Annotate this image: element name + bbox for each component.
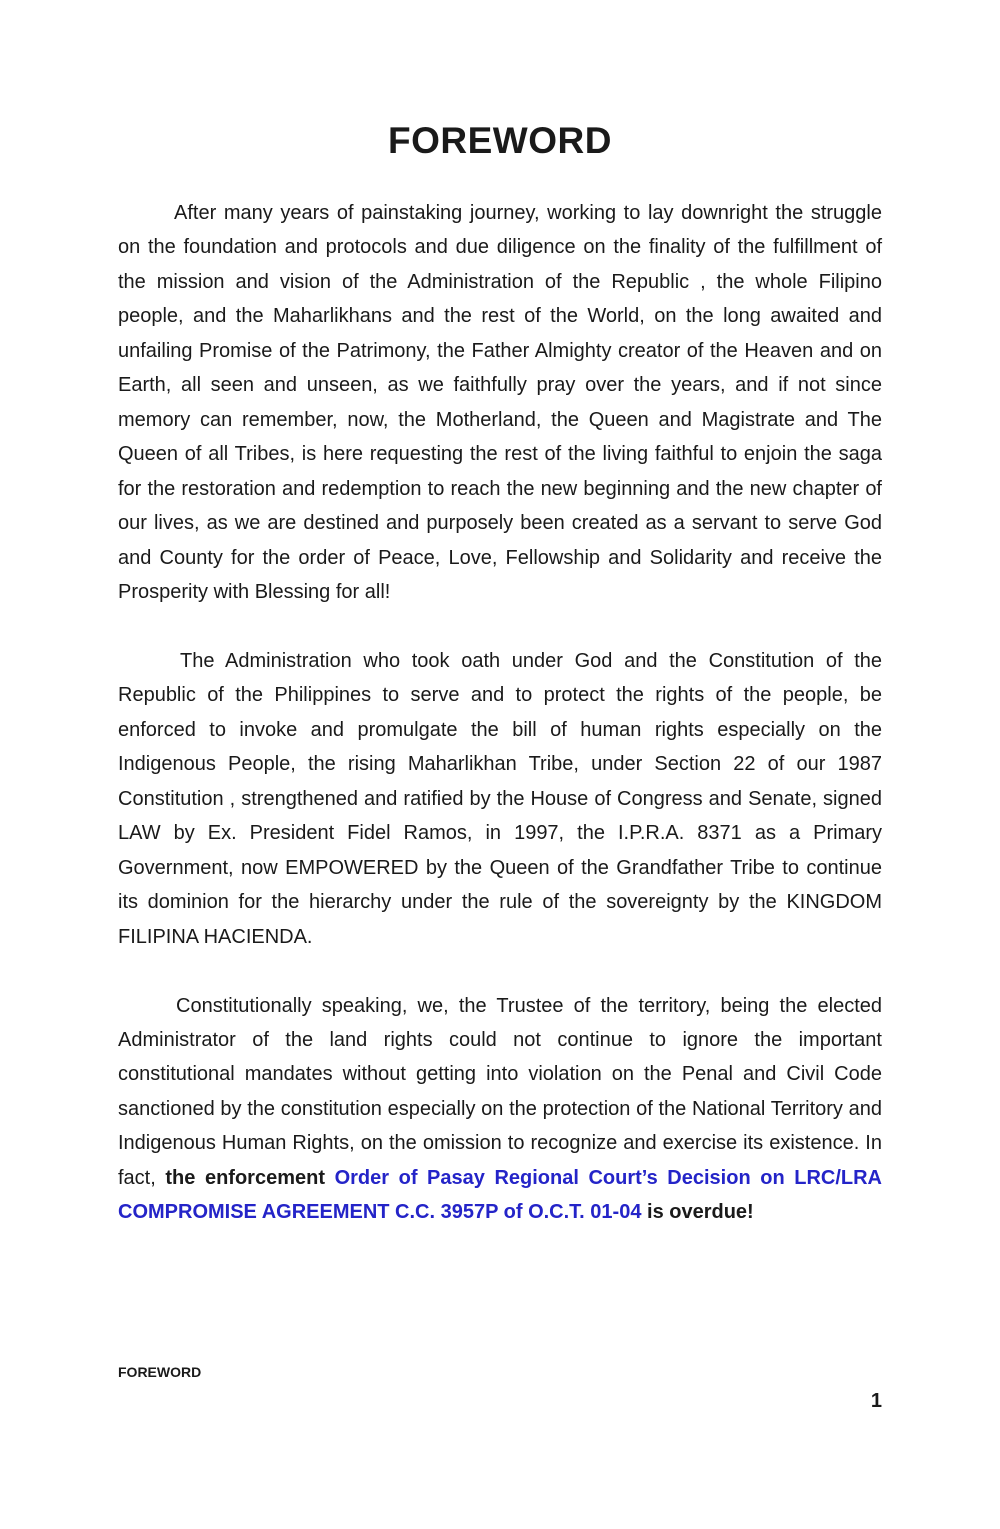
foreword-paragraph-2: The Administration who took oath under God and the Constitution of the Republic of the Philippines to serve and to protect the rights of the people, be enforced to invoke and promulgate the bill of human rights especially on the Indigenous People, the rising Maharlikhan Tribe, under Section 22 of our 1987 Constitution , strengthened and ratified by the House of Congress and Senate, signed LAW by Ex. President Fidel Ramos, in 1997, the I.P.R.A. 8371 as a Primary Government, now EMPOWERED by the Queen of the Grandfather Tribe to continue its dominion for the hierarchy under the rule of the sovereignty by the KINGDOM FILIPINA HACIENDA.: [118, 649, 882, 948]
paragraph-3-bold-text: the enforcement: [165, 1166, 325, 1189]
page-number: 1: [870, 1390, 882, 1412]
court-decision-reference: Order of Pasay Regional Court’s Decision on LRC/LRA COMPROMISE AGREEMENT C.C. 3957P of O.C.T. 01-04: [118, 1166, 882, 1224]
page-title: FOREWORD: [388, 120, 612, 161]
footer-section-label: FOREWORD: [118, 1364, 202, 1380]
foreword-paragraph-1: After many years of painstaking journey, working to lay downright the struggle on the foundation and protocols and due diligence on the finality of the fulfillment of the mission and vision of the Administration of the Republic , the whole Filipino people, and the Maharlikhans and the rest of the World, on the long awaited and unfailing Promise of the Patrimony, the Father Almighty creator of the Heaven and on Earth, all seen and unseen, as we faithfully pray over the years, and if not since memory can remember, now, the Motherland, the Queen and Magistrate and The Queen of all Tribes, is here requesting the rest of the living faithful to enjoin the saga for the restoration and redemption to reach the new beginning and the new chapter of our lives, as we are destined and purposely been created as a servant to serve God and County for the order of Peace, Love, Fellowship and Solidarity and receive the Prosperity with Blessing for all!: [118, 202, 882, 603]
paragraph-3-text: Constitutionally speaking, we, the Trustee of the territory, being the elected Administrator of the land rights could not continue to ignore the important constitutional mandates without getting into violation on the Penal and Civil Code sanctioned by the constitution especially on the protection of the National Territory and Indigenous Human Rights, on the omission to recognize and exercise its existence. In fact,: [118, 994, 882, 1189]
foreword-paragraph-3: [118, 989, 882, 1230]
foreword-body: [118, 196, 882, 1264]
paragraph-3-closing-text: is overdue!: [641, 1201, 754, 1224]
